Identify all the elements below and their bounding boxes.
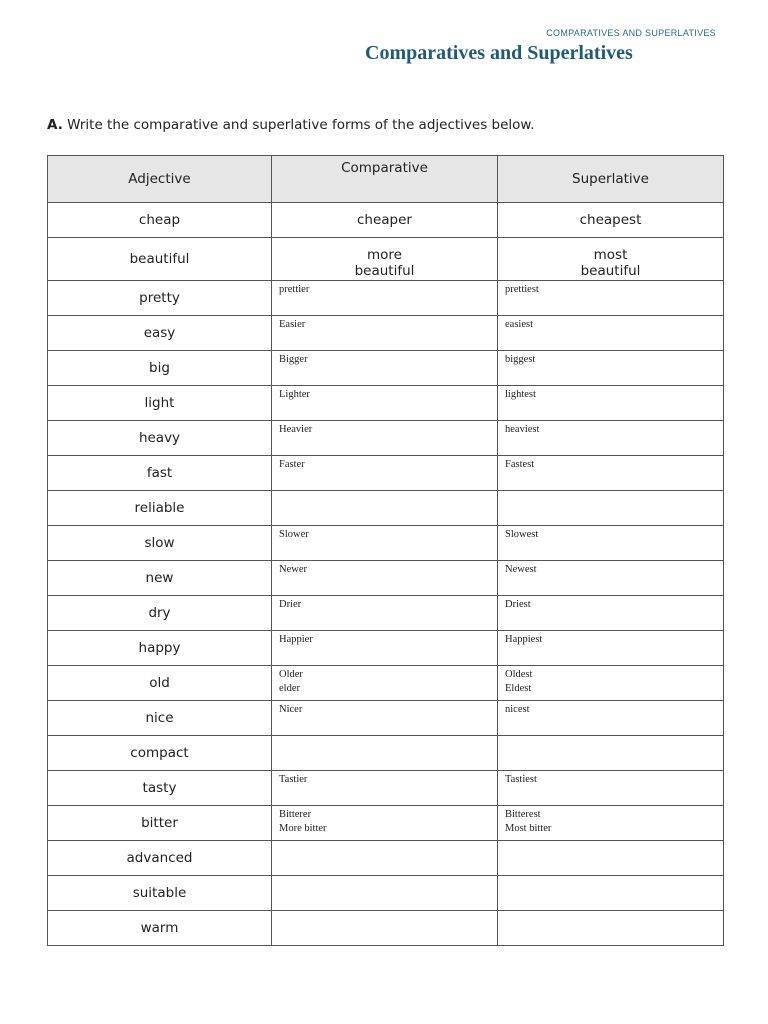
adjective-cell: beautiful [48,238,272,281]
table-row [48,238,724,281]
comparative-cell[interactable] [272,736,498,771]
comparative-answer-line: Heavier [279,424,313,435]
column-header-comparative: Comparative [272,156,498,203]
comparative-answer-line: elder [279,683,300,694]
running-header: COMPARATIVES AND SUPERLATIVES [546,28,716,38]
table-row [48,526,724,561]
superlative-cell[interactable] [498,561,724,596]
comparative-cell[interactable] [272,701,498,736]
comparative-cell[interactable] [272,806,498,841]
comparative-cell[interactable] [272,456,498,491]
table-row [48,876,724,911]
table-row [48,561,724,596]
superlative-answer-line: Bitterest [505,809,541,820]
exercise-text: Write the comparative and superlative forms of the adjectives below. [67,117,535,133]
comparative-cell[interactable] [272,841,498,876]
adjective-cell: dry [48,596,272,631]
table-row [48,281,724,316]
adjective-cell: reliable [48,491,272,526]
comparative-answer-line: Newer [279,564,307,575]
superlative-answer-line: cheapest [579,212,642,228]
superlative-answer-line: Fastest [505,459,535,470]
adjective-cell: bitter [48,806,272,841]
superlative-answer-line: Happiest [505,634,543,645]
superlative-cell[interactable] [498,666,724,701]
column-header-superlative: Superlative [498,156,724,203]
column-header-adjective: Adjective [48,156,272,203]
comparative-answer-line: cheaper [357,212,412,228]
superlative-cell[interactable] [498,386,724,421]
adjective-cell: pretty [48,281,272,316]
comparative-cell[interactable] [272,491,498,526]
superlative-answer-line: Tastiest [505,774,537,785]
table-body [48,203,724,946]
superlative-cell[interactable] [498,631,724,666]
comparative-answer-line: Lighter [279,389,310,400]
comparative-answer-line: Drier [279,599,302,610]
adjective-cell: happy [48,631,272,666]
table-row [48,316,724,351]
comparative-cell[interactable] [272,421,498,456]
table-row [48,701,724,736]
comparative-answer-line: Slower [279,529,309,540]
superlative-cell[interactable] [498,526,724,561]
superlative-cell[interactable] [498,701,724,736]
table-row [48,386,724,421]
superlative-cell[interactable] [498,876,724,911]
table-row [48,421,724,456]
comparative-cell[interactable] [272,386,498,421]
comparative-cell[interactable] [272,351,498,386]
superlative-answer-line: Newest [505,564,537,575]
adjective-cell: light [48,386,272,421]
exercise-letter: A. [47,117,63,133]
comparative-cell[interactable] [272,526,498,561]
comparative-answer-line: more [367,247,402,263]
table-row [48,841,724,876]
comparative-cell [272,203,498,238]
superlative-answer-line: easiest [505,319,533,330]
comparative-cell[interactable] [272,771,498,806]
table-row [48,666,724,701]
table-row [48,911,724,946]
comparative-cell[interactable] [272,316,498,351]
superlative-answer-line: Eldest [505,683,532,694]
superlative-answer-line: nicest [505,704,530,715]
table-row [48,491,724,526]
superlative-cell[interactable] [498,596,724,631]
adjective-cell: big [48,351,272,386]
adjective-forms-table [47,155,724,946]
adjective-cell: easy [48,316,272,351]
adjective-cell: cheap [48,203,272,238]
superlative-cell[interactable] [498,771,724,806]
superlative-answer-line: prettiest [505,284,539,295]
comparative-answer-line: Easier [279,319,306,330]
page-title: Comparatives and Superlatives [365,42,633,64]
superlative-answer-line: Most bitter [505,823,552,834]
superlative-cell [498,238,724,281]
adjective-cell: tasty [48,771,272,806]
table-row [48,631,724,666]
adjective-cell: fast [48,456,272,491]
comparative-answer-line: Bitterer [279,809,312,820]
table-row [48,351,724,386]
table-row [48,806,724,841]
comparative-cell[interactable] [272,631,498,666]
comparative-answer-line: Tastier [279,774,308,785]
superlative-answer-line: biggest [505,354,536,365]
adjective-cell: compact [48,736,272,771]
comparative-answer-line: prettier [279,284,310,295]
superlative-cell[interactable] [498,316,724,351]
superlative-cell [498,203,724,238]
superlative-cell[interactable] [498,281,724,316]
adjective-cell: slow [48,526,272,561]
table-row [48,456,724,491]
comparative-answer-line: Older [279,669,303,680]
comparative-cell[interactable] [272,876,498,911]
comparative-cell[interactable] [272,666,498,701]
adjective-cell: nice [48,701,272,736]
superlative-answer-line: Driest [505,599,531,610]
comparative-cell[interactable] [272,596,498,631]
comparative-answer-line: beautiful [354,263,415,279]
superlative-cell[interactable] [498,911,724,946]
comparative-answer-line: Bigger [279,354,308,365]
comparative-answer-line: Happier [279,634,313,645]
exercise-instruction [47,117,535,133]
superlative-cell[interactable] [498,841,724,876]
superlative-answer-line: beautiful [580,263,641,279]
superlative-cell[interactable] [498,491,724,526]
table-row [48,736,724,771]
comparative-cell[interactable] [272,281,498,316]
comparative-answer-line: Nicer [279,704,303,715]
table-row [48,596,724,631]
adjective-cell: heavy [48,421,272,456]
superlative-cell[interactable] [498,351,724,386]
superlative-cell[interactable] [498,456,724,491]
adjective-cell: warm [48,911,272,946]
superlative-answer-line: most [593,247,628,263]
table-row [48,771,724,806]
superlative-answer-line: lightest [505,389,536,400]
comparative-answer-line: Faster [279,459,305,470]
superlative-cell[interactable] [498,806,724,841]
adjective-cell: new [48,561,272,596]
adjective-cell: advanced [48,841,272,876]
superlative-answer-line: heaviest [505,424,540,435]
comparative-answer-line: More bitter [279,823,327,834]
comparative-cell[interactable] [272,561,498,596]
superlative-answer-line: Slowest [505,529,539,540]
table-row [48,203,724,238]
adjective-cell: old [48,666,272,701]
comparative-cell[interactable] [272,911,498,946]
adjective-cell: suitable [48,876,272,911]
table-header-row [48,156,724,203]
comparative-cell [272,238,498,281]
superlative-cell[interactable] [498,736,724,771]
superlative-answer-line: Oldest [505,669,533,680]
superlative-cell[interactable] [498,421,724,456]
